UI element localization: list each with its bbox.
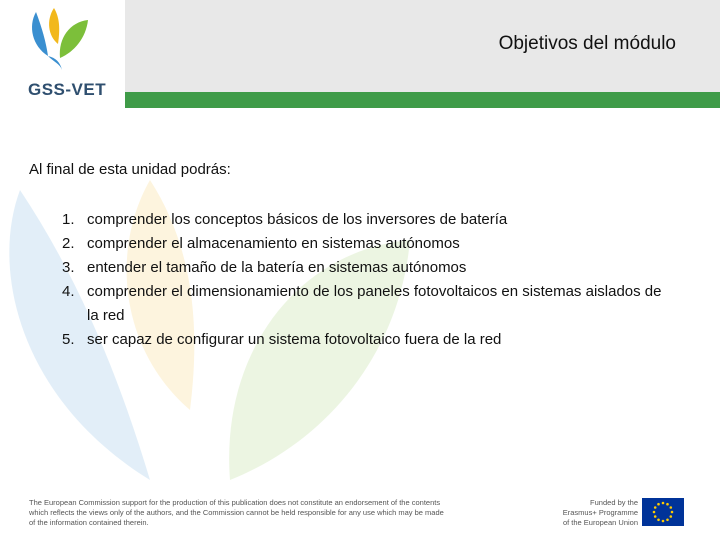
header-accent-bar: [125, 92, 720, 108]
intro-text: Al final de esta unidad podrás:: [29, 161, 231, 178]
eu-flag-icon: [642, 498, 684, 526]
list-item: [50, 256, 670, 280]
list-item: [50, 208, 670, 232]
list-item-text: comprender el almacenamiento en sistemas autónomos: [87, 235, 460, 252]
list-item-number: 3.: [62, 259, 75, 276]
list-item: [50, 328, 670, 352]
funded-line: Funded by the: [590, 498, 638, 507]
funded-line: Erasmus+ Programme: [562, 508, 638, 517]
list-item: [50, 280, 670, 328]
list-item-number: 2.: [62, 235, 75, 252]
list-item: [50, 232, 670, 256]
list-item-text: entender el tamaño de la batería en sistemas autónomos: [87, 259, 467, 276]
objectives-list: [50, 208, 670, 352]
logo-text: GSS-VET: [28, 80, 107, 99]
list-item-number: 1.: [62, 211, 75, 228]
funded-by-text: [548, 498, 638, 528]
slide-title: Objetivos del módulo: [498, 33, 676, 54]
list-item-number: 4.: [62, 283, 75, 300]
list-item-text: ser capaz de configurar un sistema fotovoltaico fuera de la red: [87, 331, 502, 348]
list-item-text: comprender los conceptos básicos de los inversores de batería: [87, 211, 508, 228]
eu-disclaimer: The European Commission support for the production of this publication does not constitute an endorsement of the contents which reflects the views only of the authors, and the Commission cannot be held responsible for any use which may be made of the information contained therein.: [29, 498, 444, 527]
list-item-number: 5.: [62, 331, 75, 348]
list-item-text: comprender el dimensionamiento de los paneles fotovoltaicos en sistemas aislados de la red: [87, 283, 662, 324]
funded-line: of the European Union: [562, 518, 638, 527]
gss-vet-logo-icon: [26, 6, 98, 76]
